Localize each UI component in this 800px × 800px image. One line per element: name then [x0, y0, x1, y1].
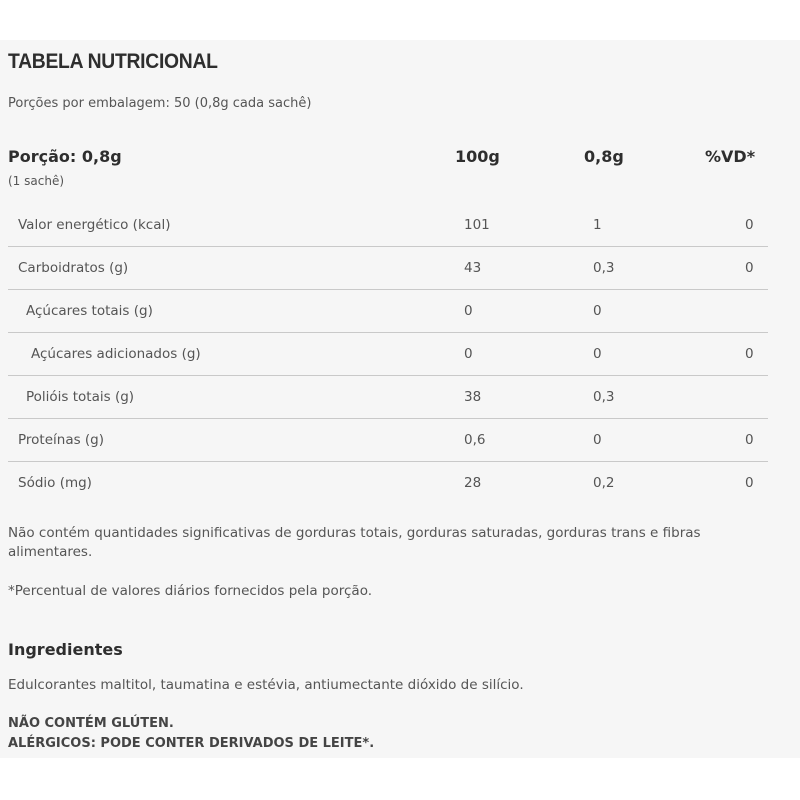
- allergen-warning: ALÉRGICOS: PODE CONTER DERIVADOS DE LEITE*.: [8, 736, 375, 751]
- col-header-100g: 100g: [455, 147, 500, 166]
- portion-subtext: (1 sachê): [8, 174, 65, 188]
- row-divider: [8, 375, 768, 376]
- row-value-vd: 0: [745, 217, 754, 233]
- row-value-08g: 0,3: [593, 389, 615, 405]
- row-value-100g: 28: [464, 475, 482, 491]
- table-row: [8, 420, 768, 462]
- row-value-100g: 38: [464, 389, 482, 405]
- row-label: Sódio (mg): [18, 475, 92, 491]
- row-label: Proteínas (g): [18, 432, 105, 448]
- row-value-vd: 0: [745, 432, 754, 448]
- row-value-08g: 1: [593, 217, 602, 233]
- not-significant-note: Não contém quantidades significativas de gorduras totais, gorduras saturadas, gorduras trans e fibras alimentares.: [8, 525, 701, 560]
- portion-header: Porção: 0,8g: [8, 147, 122, 166]
- row-value-vd: 0: [745, 260, 754, 276]
- table-row: [8, 248, 768, 290]
- row-label: Polióis totais (g): [26, 389, 135, 405]
- row-value-100g: 0,6: [464, 432, 486, 448]
- row-divider: [8, 289, 768, 290]
- row-value-100g: 0: [464, 303, 473, 319]
- row-value-vd: 0: [745, 475, 754, 491]
- row-divider: [8, 246, 768, 247]
- ingredients-title: Ingredientes: [8, 640, 123, 659]
- row-value-100g: 0: [464, 346, 473, 362]
- row-value-08g: 0: [593, 303, 602, 319]
- row-label: Açúcares totais (g): [26, 303, 153, 319]
- row-label: Açúcares adicionados (g): [31, 346, 201, 362]
- col-header-vd: %VD*: [705, 147, 756, 166]
- row-value-08g: 0,3: [593, 260, 615, 276]
- page-title: TABELA NUTRICIONAL: [8, 50, 218, 73]
- col-header-08g: 0,8g: [584, 147, 624, 166]
- servings-text: Porções por embalagem: 50 (0,8g cada sachê): [8, 96, 312, 111]
- table-row: [8, 205, 768, 247]
- ingredients-text: Edulcorantes maltitol, taumatina e estévia, antiumectante dióxido de silício.: [8, 677, 524, 693]
- table-row: [8, 334, 768, 376]
- row-value-100g: 43: [464, 260, 482, 276]
- row-divider: [8, 461, 768, 462]
- row-label: Carboidratos (g): [18, 260, 129, 276]
- row-value-08g: 0: [593, 346, 602, 362]
- gluten-warning: NÃO CONTÉM GLÚTEN.: [8, 716, 174, 731]
- row-value-vd: 0: [745, 346, 754, 362]
- row-value-100g: 101: [464, 217, 490, 233]
- row-label: Valor energético (kcal): [18, 217, 171, 233]
- row-value-08g: 0: [593, 432, 602, 448]
- table-row: [8, 463, 768, 505]
- row-divider: [8, 418, 768, 419]
- row-value-08g: 0,2: [593, 475, 615, 491]
- row-divider: [8, 332, 768, 333]
- percent-footnote: *Percentual de valores diários fornecidos pela porção.: [8, 583, 373, 599]
- table-row: [8, 377, 768, 419]
- table-row: [8, 291, 768, 333]
